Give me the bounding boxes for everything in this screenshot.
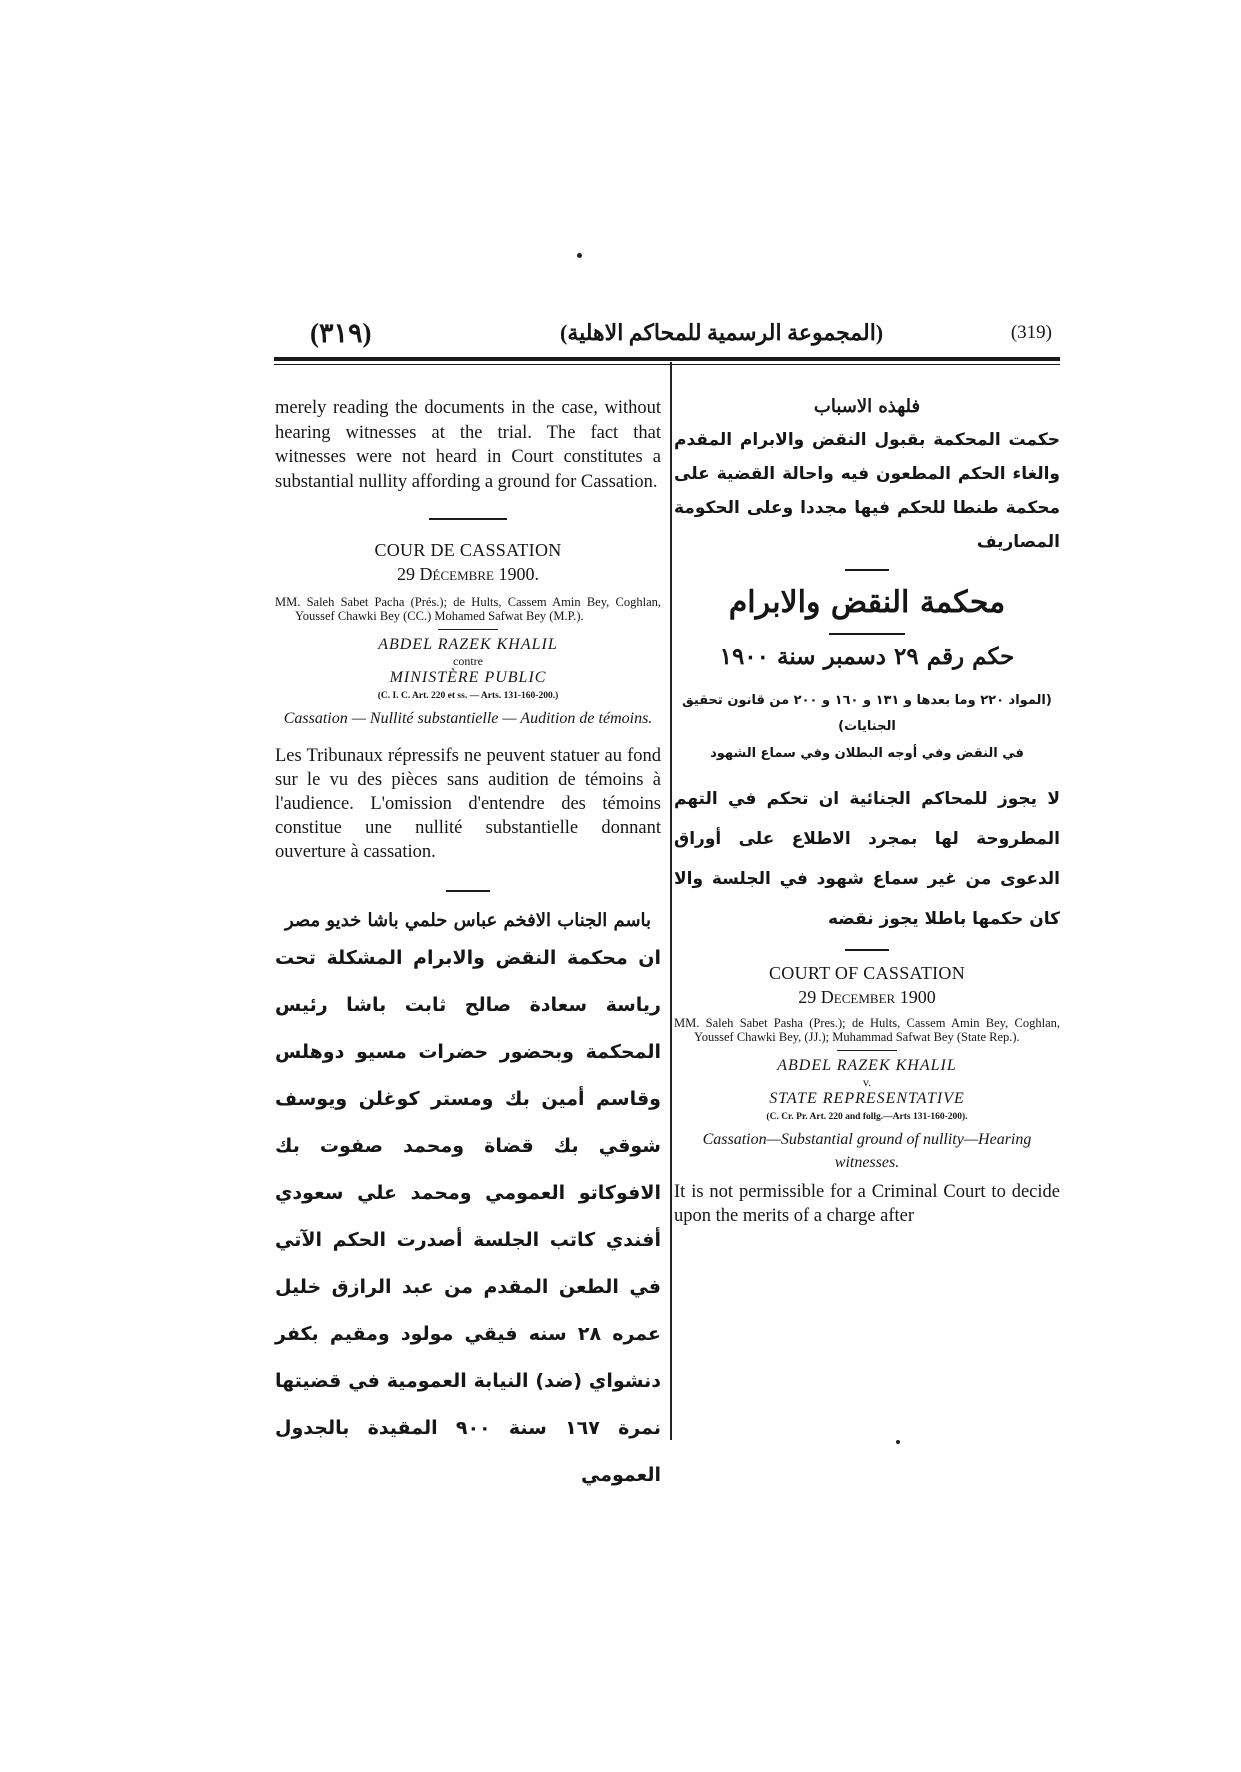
french-summary: Les Tribunaux répressifs ne peuvent statuer au fond sur le vu des pièces sans audition de témoins à l'audience. L'omission d'entendre des témoins constitue une nullité substantielle donnant ouverture à cassation. bbox=[275, 746, 661, 862]
appellant: ABDEL RAZEK KHALIL bbox=[378, 636, 558, 653]
page-number: (319) bbox=[1010, 322, 1052, 343]
court-title: COUR DE CASSATION bbox=[374, 540, 562, 560]
page-number-arabic: (٣١٩) bbox=[310, 318, 372, 348]
header-rule-thin bbox=[274, 364, 1060, 365]
column-divider bbox=[670, 362, 672, 1440]
court-title-en: COURT OF CASSATION bbox=[768, 963, 966, 983]
articles-cited-en: (C. Cr. Pr. Art. 220 and follg.—Arts 131-160-200). bbox=[766, 1112, 968, 1122]
respondent: MINISTÈRE PUBLIC bbox=[389, 669, 547, 686]
separator bbox=[845, 949, 889, 951]
separator bbox=[845, 569, 889, 571]
separator bbox=[429, 518, 507, 520]
articles-cited: (C. I. C. Art. 220 et ss. — Arts. 131-160-200.) bbox=[377, 691, 559, 701]
judgment-date-en: 29 December 1900 bbox=[798, 987, 936, 1007]
arabic-judgment-body: ان محكمة النقض والابرام المشكلة تحت رياسة سعادة صالح ثابت باشا رئيس المحكمة وبحضور حضرات مسيو دوهلس وقاسم أمين بك ومستر كوغلن ويوسف شوقي بك قضاة ومحمد صفوت بك الافوكاتو العمومي ومحمد علي سعودي أفندي كاتب الجلسة أصدرت الحكم الآتي في الطعن المقدم من عبد الرازق خليل عمره ٢٨ سنه فيقي مولود ومقيم بكفر دنشواي (ضد) النيابة العمومية في قضيتها نمرة ١٦٧ سنة ٩٠٠ المقيدة بالجدول العمومي bbox=[275, 947, 661, 1486]
running-header bbox=[270, 318, 1060, 352]
respondent-en: STATE REPRESENTATIVE bbox=[769, 1090, 965, 1107]
arabic-judgment-date: حكم رقم ٢٩ دسمبر سنة ١٩٠٠ bbox=[719, 643, 1015, 670]
judgment-date: 29 Décembre 1900. bbox=[397, 564, 539, 584]
versus: contre bbox=[453, 654, 483, 668]
right-column bbox=[674, 396, 1060, 1228]
keywords: Cassation — Nullité substantielle — Audition de témoins. bbox=[283, 710, 653, 727]
left-column bbox=[275, 396, 661, 1499]
arabic-reasons-heading: فلهذه الاسباب bbox=[813, 396, 921, 417]
separator bbox=[446, 890, 490, 892]
arabic-summary: لا يجوز للمحاكم الجنائية ان تحكم في التهم المطروحة لها بمجرد الاطلاع على أوراق الدعوى من غير سماع شهود في الجلسة والا كان حكمها باطلا يجوز نقضه bbox=[674, 789, 1060, 929]
journal-title: (المجموعة الرسمية للمحاكم الاهلية) bbox=[560, 320, 884, 345]
arabic-keywords: في النقض وفي أوجه البطلان وفي سماع الشهود bbox=[710, 746, 1024, 761]
arabic-court-title: محكمة النقض والابرام bbox=[728, 585, 1006, 620]
judges-list: MM. Saleh Sabet Pacha (Prés.); de Hults, Cassem Amin Bey, Coghlan, Youssef Chawki Bey (CC.) Mohamed Safwat Bey (M.P.). bbox=[275, 595, 661, 623]
arabic-ruling: حكمت المحكمة بقبول النقض والابرام المقدم والغاء الحكم المطعون فيه واحالة القضية على محكمة طنطا للحكم فيها مجددا وعلى الحكومة المصاريف bbox=[674, 430, 1060, 552]
english-continuation: merely reading the documents in the case, without hearing witnesses at the trial. The fact that witnesses were not heard in Court constitutes a substantial nullity affording a ground for Cassation. bbox=[275, 398, 661, 492]
arabic-articles: (المواد ٢٢٠ وما بعدها و ١٣١ و ١٦٠ و ٢٠٠ من قانون تحقيق الجنايات) bbox=[682, 693, 1052, 734]
separator bbox=[837, 1050, 897, 1051]
ink-dot bbox=[577, 253, 582, 258]
appellant-en: ABDEL RAZEK KHALIL bbox=[777, 1057, 957, 1074]
versus-en: v. bbox=[862, 1075, 872, 1089]
arabic-invocation: باسم الجناب الافخم عباس حلمي باشا خديو مصر bbox=[284, 910, 652, 931]
header-rule bbox=[274, 357, 1060, 361]
english-summary-start: It is not permissible for a Criminal Court to decide upon the merits of a charge after bbox=[674, 1182, 1060, 1226]
keywords-en: Cassation—Substantial ground of nullity—Hearing witnesses. bbox=[702, 1131, 1032, 1171]
judges-list-en: MM. Saleh Sabet Pasha (Pres.); de Hults, Cassem Amin Bey, Coghlan, Youssef Chawki Bey, (JJ.); Muhammad Safwat Bey (State Rep.). bbox=[674, 1016, 1060, 1044]
ink-dot bbox=[896, 1440, 900, 1444]
separator bbox=[438, 629, 498, 630]
separator bbox=[829, 633, 905, 635]
